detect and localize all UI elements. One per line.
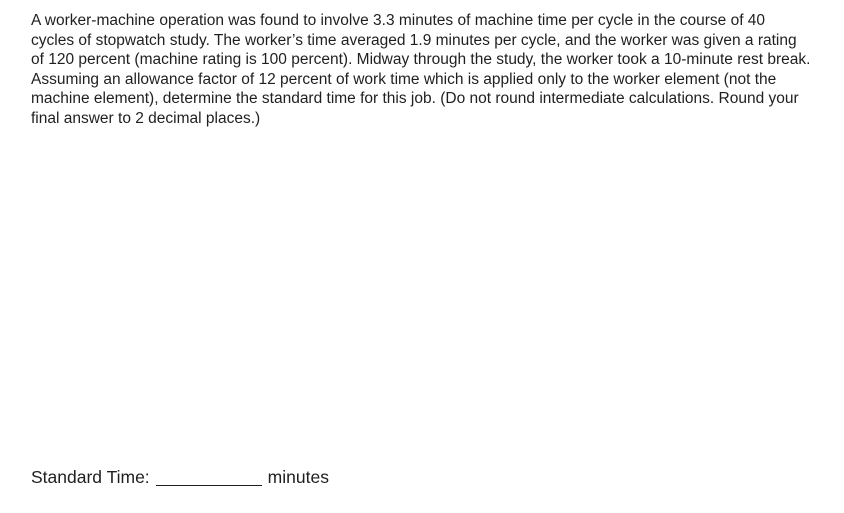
answer-row bbox=[31, 465, 329, 488]
minutes-unit-label: minutes bbox=[267, 467, 329, 487]
question-text: A worker-machine operation was found to involve 3.3 minutes of machine time per cycle in the course of 40 cycles of stopwatch study. The worker’s time averaged 1.9 minutes per cycle, and the worker was given a rating of 120 percent (machine rating is 100 percent). Midway through the study, the worker took a 10-minute rest break. Assuming an allowance factor of 12 percent of work time which is applied only to the worker element (not the machine element), determine the standard time for this job. (Do not round intermediate calculations. Round your final answer to 2 decimal places.) bbox=[31, 12, 811, 127]
standard-time-label: Standard Time: bbox=[31, 467, 150, 487]
standard-time-input[interactable] bbox=[156, 465, 262, 486]
